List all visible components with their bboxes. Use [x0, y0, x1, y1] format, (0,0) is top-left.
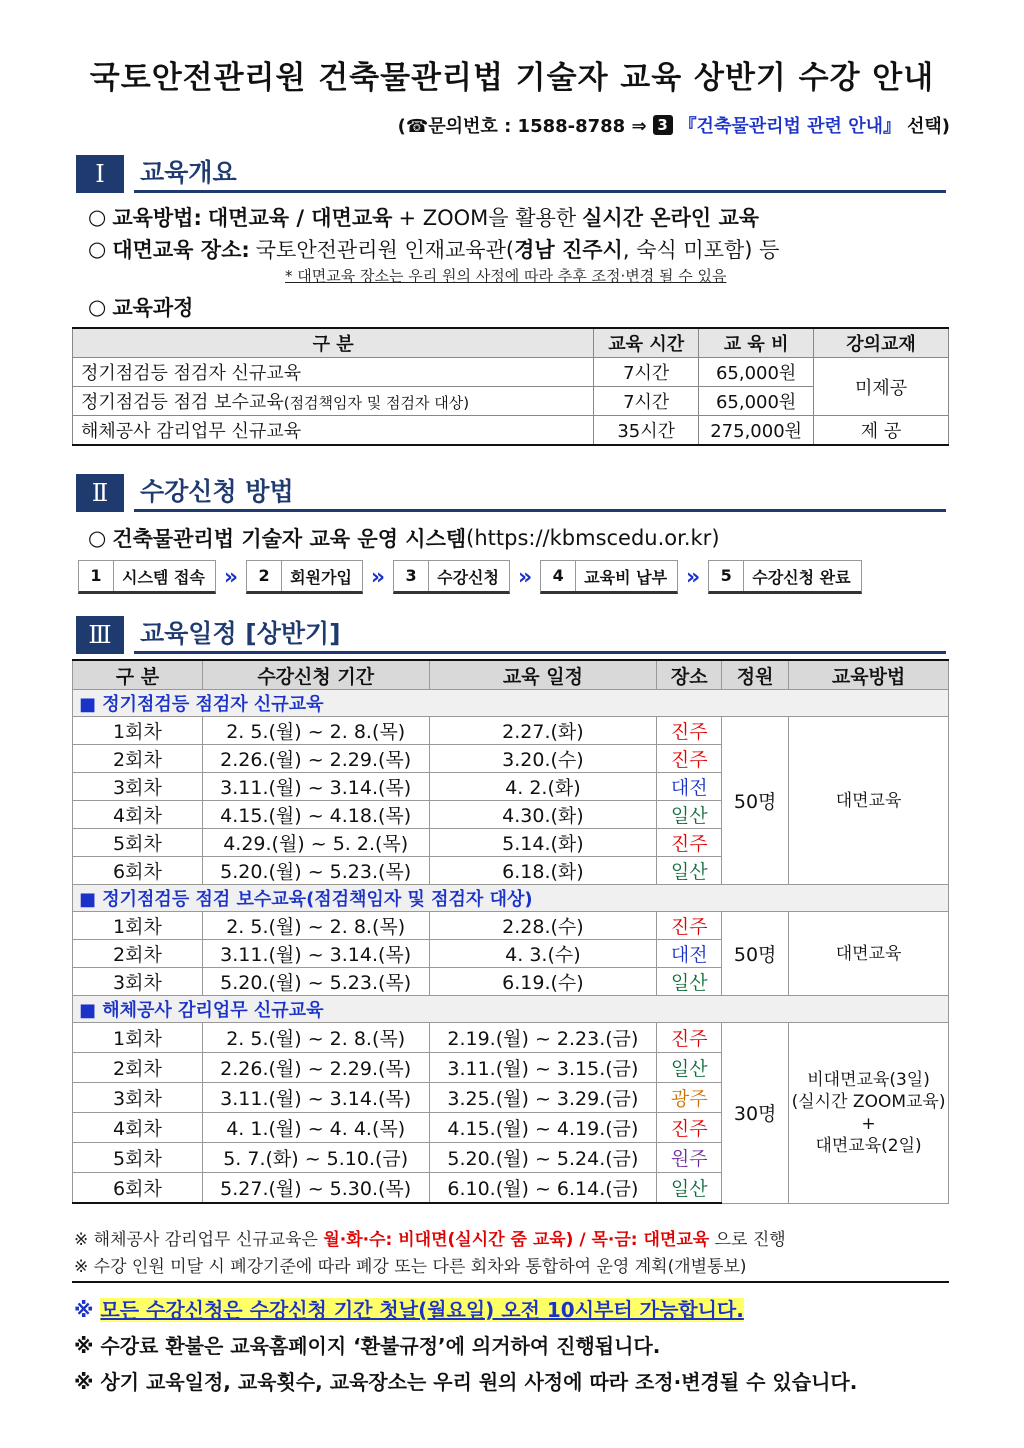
apply-period-cell: 2.26.(월) ~ 2.29.(목) [202, 1053, 429, 1083]
course-hours: 7시간 [594, 387, 699, 416]
bullet-icon: ○ [88, 237, 107, 261]
round-cell: 4회차 [73, 801, 203, 829]
apply-period-cell: 2. 5.(월) ~ 2. 8.(목) [202, 717, 429, 745]
col-header-material: 강의교재 [814, 328, 949, 358]
section-3-number: Ⅲ [76, 616, 124, 654]
arrow-icon: » [686, 564, 701, 590]
method-cell: 대면교육 [789, 717, 949, 885]
bullet-icon: ○ [88, 205, 107, 229]
course-material: 미제공 [814, 358, 949, 416]
table-row [73, 358, 949, 387]
notice-change: ※ 상기 교육일정, 교육횟수, 교육장소는 우리 원의 사정에 따라 조정·변경될 수 있습니다. [74, 1370, 858, 1394]
place-cell: 일산 [657, 1173, 722, 1204]
apply-period-cell: 4. 1.(월) ~ 4. 4.(목) [202, 1113, 429, 1143]
round-cell: 2회차 [73, 745, 203, 773]
place-cell: 진주 [657, 912, 722, 940]
method-c: 실시간 온라인 교육 [582, 206, 760, 230]
edu-date-cell: 3.25.(월) ~ 3.29.(금) [429, 1083, 657, 1113]
contact-prefix: (☎문의번호 : 1588-8788 ⇒ [397, 116, 647, 137]
place-cell: 일산 [657, 857, 722, 885]
course-name: 해체공사 감리업무 신규교육 [73, 416, 594, 446]
step-1: 1 시스템 접속 [78, 560, 216, 594]
notice-apply-time [74, 1294, 744, 1323]
course-line [88, 292, 193, 322]
col-header-method: 교육방법 [789, 660, 949, 690]
group-header-row [73, 996, 949, 1023]
round-cell: 2회차 [73, 1053, 203, 1083]
apply-period-cell: 2.26.(월) ~ 2.29.(목) [202, 745, 429, 773]
col-header-capacity: 정원 [722, 660, 789, 690]
group-header-row [73, 690, 949, 717]
step-4: 4 교육비 납부 [540, 560, 678, 594]
method-b: + ZOOM을 활용한 [398, 206, 577, 230]
section-2-header [76, 474, 946, 512]
course-hours: 7시간 [594, 358, 699, 387]
notice-apply-text: 모든 수강신청은 수강신청 기간 첫날(월요일) 오전 10시부터 가능합니다. [100, 1298, 744, 1322]
place-line [88, 234, 779, 264]
course-fee: 65,000원 [699, 387, 814, 416]
method-line: (실시간 ZOOM교육) [791, 1091, 946, 1112]
section-3-title: 교육일정 [상반기] [134, 617, 946, 654]
course-fee: 65,000원 [699, 358, 814, 387]
method-label: 교육방법: [112, 206, 202, 230]
edu-date-cell: 4.30.(화) [429, 801, 657, 829]
apply-period-cell: 3.11.(월) ~ 3.14.(목) [202, 940, 429, 968]
round-cell: 3회차 [73, 968, 203, 996]
round-cell: 6회차 [73, 1173, 203, 1204]
section-2-title: 수강신청 방법 [134, 475, 946, 512]
place-cell: 진주 [657, 1113, 722, 1143]
bullet-icon: ○ [88, 526, 107, 550]
arrow-icon: » [517, 564, 533, 590]
group-title: ■ 정기점검등 점검 보수교육(점검책임자 및 점검자 대상) [73, 885, 949, 912]
capacity-cell: 50명 [722, 912, 789, 996]
edu-date-cell: 4. 3.(수) [429, 940, 657, 968]
edu-date-cell: 2.28.(수) [429, 912, 657, 940]
notice-refund: ※ 수강료 환불은 교육홈페이지 ‘환불규정’에 의거하여 진행됩니다. [74, 1334, 661, 1358]
place-cell: 일산 [657, 1053, 722, 1083]
page-title: 국토안전관리원 건축물관리법 기술자 교육 상반기 수강 안내 [89, 60, 935, 96]
footnote-cancel: ※ 수강 인원 미달 시 폐강기준에 따라 폐강 또는 다른 회차와 통합하여 운영 계획(개별통보) [74, 1257, 747, 1277]
col-header-fee: 교 육 비 [699, 328, 814, 358]
system-line [88, 523, 720, 553]
contact-menu-link: 『건축물관리법 관련 안내』 [678, 116, 901, 137]
group-title: ■ 해체공사 감리업무 신규교육 [73, 996, 949, 1023]
round-cell: 1회차 [73, 717, 203, 745]
place-cell: 일산 [657, 801, 722, 829]
apply-period-cell: 5. 7.(화) ~ 5.10.(금) [202, 1143, 429, 1173]
round-cell: 2회차 [73, 940, 203, 968]
system-url[interactable]: (https://kbmscedu.or.kr) [466, 526, 720, 550]
apply-period-cell: 2. 5.(월) ~ 2. 8.(목) [202, 912, 429, 940]
edu-date-cell: 6.10.(월) ~ 6.14.(금) [429, 1173, 657, 1204]
schedule-table [72, 659, 949, 1204]
col-header-place: 장소 [657, 660, 722, 690]
application-steps [78, 560, 862, 594]
method-a: 대면교육 / 대면교육 [207, 206, 393, 230]
edu-date-cell: 5.20.(월) ~ 5.24.(금) [429, 1143, 657, 1173]
round-cell: 3회차 [73, 773, 203, 801]
place-label: 대면교육 장소: [112, 238, 250, 262]
round-cell: 3회차 [73, 1083, 203, 1113]
apply-period-cell: 3.11.(월) ~ 3.14.(목) [202, 1083, 429, 1113]
method-line [88, 202, 759, 232]
place-cell: 광주 [657, 1083, 722, 1113]
course-name: 정기점검등 점검자 신규교육 [73, 358, 594, 387]
apply-period-cell: 5.20.(월) ~ 5.23.(목) [202, 857, 429, 885]
bullet-icon: ○ [88, 295, 107, 319]
edu-date-cell: 2.27.(화) [429, 717, 657, 745]
place-cell: 대전 [657, 940, 722, 968]
apply-period-cell: 5.27.(월) ~ 5.30.(목) [202, 1173, 429, 1204]
step-2: 2 회원가입 [246, 560, 363, 594]
table-row [73, 416, 949, 446]
round-cell: 1회차 [73, 1023, 203, 1053]
table-row [73, 717, 949, 745]
col-header-apply-period: 수강신청 기간 [202, 660, 429, 690]
course-fee: 275,000원 [699, 416, 814, 446]
place-cell: 진주 [657, 745, 722, 773]
place-cell: 원주 [657, 1143, 722, 1173]
place-cell: 진주 [657, 829, 722, 857]
section-1-header [76, 155, 946, 193]
step-5: 5 수강신청 완료 [708, 560, 861, 594]
round-cell: 4회차 [73, 1113, 203, 1143]
divider [72, 1281, 949, 1283]
round-cell: 5회차 [73, 1143, 203, 1173]
course-table [72, 327, 949, 446]
footnote-highlight: 월·화·수: 비대면(실시간 줌 교육) / 목·금: 대면교육 [323, 1230, 710, 1250]
arrow-icon: » [223, 564, 239, 590]
section-1-number: Ⅰ [76, 155, 124, 193]
notice-mark: ※ [74, 1298, 94, 1322]
course-material: 제 공 [814, 416, 949, 446]
col-header-round: 구 분 [73, 660, 203, 690]
table-row [73, 1023, 949, 1053]
edu-date-cell: 6.19.(수) [429, 968, 657, 996]
apply-period-cell: 2. 5.(월) ~ 2. 8.(목) [202, 1023, 429, 1053]
place-cell: 일산 [657, 968, 722, 996]
col-header-hours: 교육 시간 [594, 328, 699, 358]
footnote-demolition: ※ 해체공사 감리업무 신규교육은 월·화·수: 비대면(실시간 줌 교육) / 목·금: 대면교육 으로 진행 [74, 1230, 786, 1250]
course-label: 교육과정 [112, 296, 194, 320]
apply-period-cell: 3.11.(월) ~ 3.14.(목) [202, 773, 429, 801]
section-1-title: 교육개요 [134, 156, 946, 193]
arrow-icon: » [370, 564, 386, 590]
edu-date-cell: 6.18.(화) [429, 857, 657, 885]
apply-period-cell: 4.15.(월) ~ 4.18.(목) [202, 801, 429, 829]
place-b: 경남 진주시 [514, 238, 623, 262]
group-title: ■ 정기점검등 점검자 신규교육 [73, 690, 949, 717]
round-cell: 5회차 [73, 829, 203, 857]
contact-suffix: 선택) [906, 116, 950, 137]
place-c: , 숙식 미포함) 등 [622, 238, 780, 262]
table-row [73, 912, 949, 940]
edu-date-cell: 4.15.(월) ~ 4.19.(금) [429, 1113, 657, 1143]
method-cell: 대면교육 [789, 912, 949, 996]
section-3-header [76, 616, 946, 654]
group-header-row [73, 885, 949, 912]
place-cell: 진주 [657, 717, 722, 745]
col-header-edu-date: 교육 일정 [429, 660, 657, 690]
menu-number-badge: 3 [653, 115, 673, 135]
round-cell: 1회차 [73, 912, 203, 940]
contact-line [398, 112, 950, 138]
capacity-cell: 30명 [722, 1023, 789, 1204]
edu-date-cell: 3.11.(월) ~ 3.15.(금) [429, 1053, 657, 1083]
method-line: 대면교육(2일) [815, 1135, 922, 1156]
capacity-cell: 50명 [722, 717, 789, 885]
round-cell: 6회차 [73, 857, 203, 885]
method-line: 비대면교육(3일) [807, 1069, 930, 1090]
col-header-category: 구 분 [73, 328, 594, 358]
apply-period-cell: 4.29.(월) ~ 5. 2.(목) [202, 829, 429, 857]
method-line: + [861, 1113, 876, 1134]
section-2-number: Ⅱ [76, 474, 124, 512]
course-name: 정기점검등 점검 보수교육(점검책임자 및 점검자 대상) [73, 387, 594, 416]
method-cell [789, 1023, 949, 1204]
edu-date-cell: 5.14.(화) [429, 829, 657, 857]
place-note: * 대면교육 장소는 우리 원의 사정에 따라 추후 조정·변경 될 수 있음 [285, 267, 727, 285]
step-3: 3 수강신청 [393, 560, 510, 594]
place-a: 국토안전관리원 인재교육관( [255, 238, 515, 262]
place-cell: 진주 [657, 1023, 722, 1053]
course-hours: 35시간 [594, 416, 699, 446]
system-label: 건축물관리법 기술자 교육 운영 시스템 [112, 527, 467, 551]
edu-date-cell: 3.20.(수) [429, 745, 657, 773]
apply-period-cell: 5.20.(월) ~ 5.23.(목) [202, 968, 429, 996]
edu-date-cell: 4. 2.(화) [429, 773, 657, 801]
edu-date-cell: 2.19.(월) ~ 2.23.(금) [429, 1023, 657, 1053]
place-cell: 대전 [657, 773, 722, 801]
